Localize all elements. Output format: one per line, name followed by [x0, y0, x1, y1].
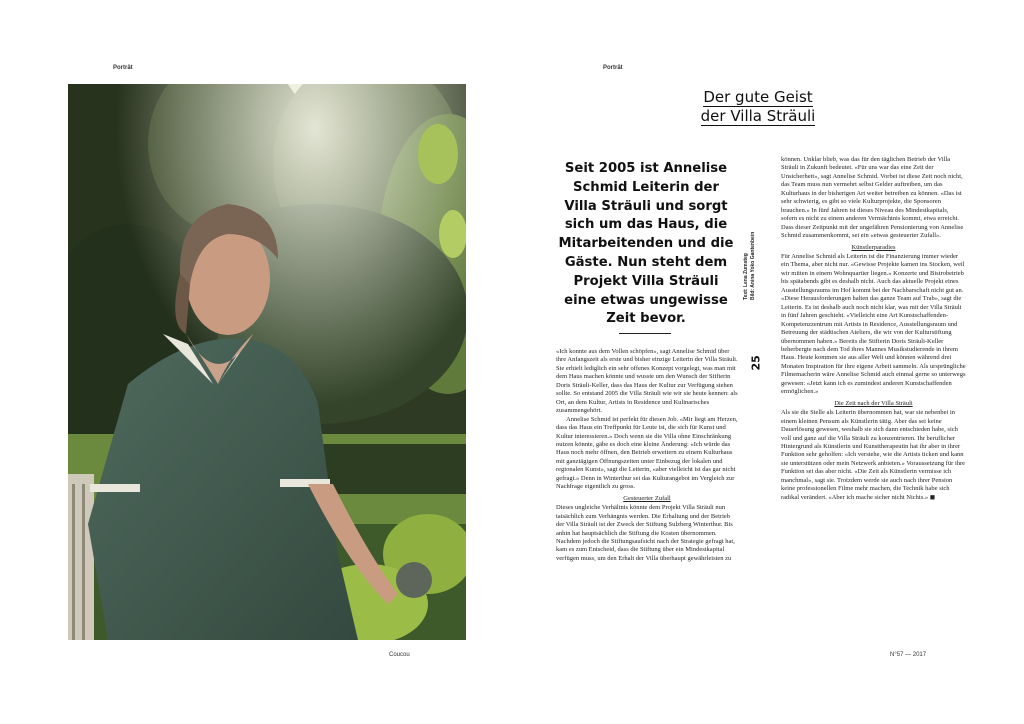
article-column-1 [556, 348, 738, 563]
credit-image: Bild: Anina Yoko Gantenbein [749, 231, 756, 300]
page-number: 25 [749, 355, 763, 371]
col2-paragraph-3: Als sie die Stelle als Leiterin übernommen hat, war sie nebenbei in einem kleinen Pensum als Künstlerin tätig. Aber das sei keine Dauerlösung gewesen, weshalb sie sich dann entschieden habe, sich voll und ganz auf die Villa Sträuli zu konzentrieren. Ihr beruflicher Hintergrund als Künstlerin und Kunsttherapeutin hat ihr aber in ihrer Funktion sehr geholfen: «Ich verstehe, wie die Artists ticken und kann sie unterstützen oder mein Netzwerk anbieten.» Voraussetzung für ihre Funktion sei das aber nicht. «Die Zeit als Künstlerin vermisse ich manchmal», sagt sie. Trotzdem werde sie auch nach ihrer Pension keine professionellen Filme mehr machen, die Technik habe sich radikal verändert. «Aber ich mache sicher nicht Nichts.» ◼ [781, 409, 966, 501]
lead-paragraph: Seit 2005 ist Annelise Schmid Leiterin der Villa Sträuli und sorgt sich um das Haus, die Mitarbeitenden und die Gäste. Nun steht dem Projekt Villa Sträuli eine etwas ungewisse Zeit bevor. [558, 161, 734, 327]
right-running-head: Porträt [603, 65, 623, 71]
portrait-photo-image [68, 84, 466, 640]
col2-paragraph-2: Für Annelise Schmid als Leiterin ist die Finanzierung immer wieder ein Thema, aber nicht nur. «Gewisse Projekte kamen ins Stocken, weil wir mitten in einem Wohnquartier liegen.» Konzerte und Bistrobetrieb bis spätabends gibt es deshalb nicht. Auch das aktuelle Projekt eines Ausstellungsraums im Hof kommt bei der Nachbarschaft nicht gut an. «Diese Herausforderungen halten das ganze Team auf Trab», sagt die Leiterin. Es ist deshalb auch noch nicht klar, was mit der Villa Sträuli in fünf Jahren geschieht. «Vielleicht eine Art Kunstschaffenden-Kompetenzzentrum mit Artists in Residence, Ausstellungsraum und Betreuung der städtischen Ateliers, die wir von der Kulturstiftung übernommen haben.» Bereits die Stifterin Doris Sträuli-Keller beherbergte nach dem Tod ihres Mannes Musikstudierende in ihrem Haus. Heute kommen sie aus aller Welt und können während drei Monaten Inspiration für ihre eigene Arbeit sammeln. Als ursprüngliche Filmemacherin wäre Annelise Schmid auch einmal gerne so unterwegs gewesen: «Jetzt kann ich es zumindest anderen Kunstschaffenden ermöglichen.» [781, 252, 966, 396]
col2-subheading-1: Künstlerparadies [851, 243, 896, 251]
credits [743, 210, 769, 300]
headline-line-2: der Villa Sträuli [700, 107, 816, 125]
col1-paragraph-3: Dieses ungleiche Verhältnis könnte dem Projekt Villa Sträuli nun tatsächlich zum Verhängnis werden. Die Erhaltung und der Betrieb der Villa Sträuli ist der Zweck der Stiftung Sulzberg Winterthur. Bis anhin hat hauptsächlich die Stiftung die Kosten übernommen. Nachdem jedoch die Stiftungsaufsicht nach der Strategie gefragt hat, kam es zum Entscheid, dass die Stiftung über ein Mindestkapital verfügen muss, um den Erhalt der Villa überhaupt gewährleisten zu [556, 504, 735, 562]
right-footer: N°57 — 2017 [890, 652, 927, 658]
headline-line-1: Der gute Geist [703, 88, 813, 106]
portrait-photo [68, 84, 466, 640]
left-running-head: Porträt [113, 65, 133, 71]
headline [688, 88, 828, 126]
col2-paragraph-1: können. Unklar blieb, was das für den täglichen Betrieb der Villa Sträuli in Zukunft bedeutet. «Für uns war das eine Zeit der Unsicherheit», sagt Annelise Schmid. Vorbei ist diese Zeit noch nicht, das Team muss nun vermehrt selbst Gelder auftreiben, um das Kulturhaus in der bisherigen Art weiter betreiben zu können. «Das ist sehr schwierig, es gibt so viele Kulturprojekte, die Sponsoren brauchen.» In fünf Jahren ist dieses Niveau des Mindestkapitals, sofern es nicht zu einem anderen Vermächtnis kommt, etwa erreicht. Dass dieser Zeitpunkt mit der ungefähren Pensionierung von Annelise Schmid zusammenkommt, sei ein «etwas gesteuerter Zufall». [781, 156, 964, 240]
col1-subheading-1: Gesteuerter Zufall [623, 494, 671, 502]
credit-text: Text: Lena Zumsteg [743, 253, 749, 300]
col2-subheading-2: Die Zeit nach der Villa Sträuli [834, 399, 913, 407]
left-footer: Coucou [389, 652, 410, 658]
lead-divider [619, 333, 671, 334]
col1-paragraph-1: «Ich konnte aus dem Vollen schöpfen», sagt Annelise Schmid über ihre Anfangszeit als erste und bisher einzige Leiterin der Villa Sträuli. Sie erhielt lediglich ein sehr offenes Konzept vorgelegt, was man mit dem Haus machen könnte und wusste um den Wunsch der Stifterin Doris Sträuli-Keller, dass das Haus der Kultur zur Verfügung stehen sollte. So entstand 2005 die Villa Sträuli wie wir sie heute kennen: als Ort, an dem Kultur, Artists in Residence und Kulinarisches zusammengehört. [556, 348, 738, 415]
article-column-2 [781, 156, 966, 502]
col1-paragraph-2: Annelise Schmid ist perfekt für diesen Job. «Mir liegt am Herzen, dass das Haus ein Treffpunkt für Leute ist, die sich für Kunst und Kultur interessieren.» Doch wenn sie die Villa ohne Einschränkung nutzen könnte, gäbe es doch eine kleine Änderung: «Ich würde das Haus noch mehr öffnen, den Betrieb erweitern zu einem Kulturhaus mit ganztägigen Öffnungszeiten unter Einbezug der lokalen und regionalen Kunst», sagt die Leiterin, «aber vielleicht ist das gar nicht gefragt.» Denn in Winterthur sei das Kulturangebot im Vergleich zur Nachfrage eigentlich zu gross. [556, 415, 738, 491]
